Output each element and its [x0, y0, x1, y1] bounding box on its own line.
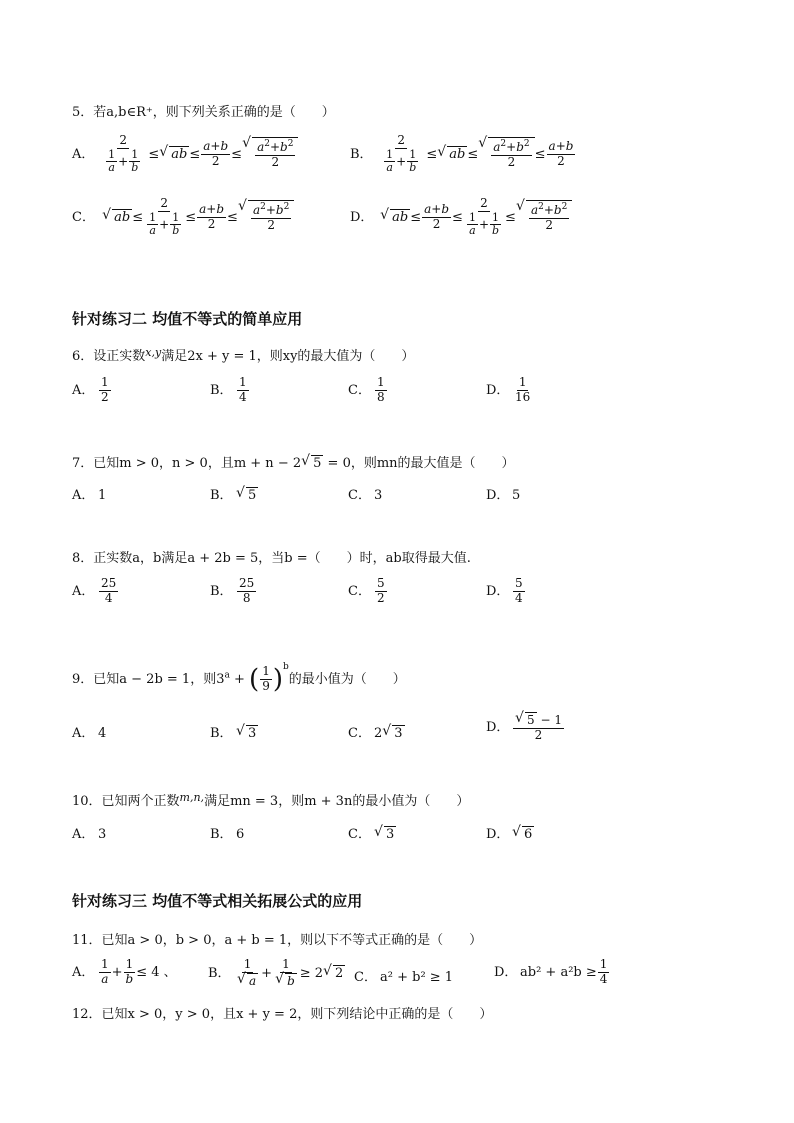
q11-option-d[interactable]: D． ab² + a²b ≥ $\frac{1}{4}$ [494, 957, 608, 986]
q11-option-b[interactable]: B． 1 √ a + 1 √ b ≥ 2√ 2 [208, 958, 345, 989]
q10-option-c[interactable]: C．√ 3 [348, 823, 396, 843]
q5-option-a[interactable]: A． 2 $\frac{1}{a}$ + $\frac{1}{b}$ ≤√ ab ≤ $\frac{a+b}{2}$ ≤ √ $\frac{a^2+b^2}{2}$ [72, 134, 298, 175]
question-10-stem: 10．已知两个正数$^{m,n,}$满足mn = 3，则m + 3n的最小值为（ ） [72, 791, 470, 809]
q6-option-b[interactable]: B． $\frac{1}{4}$ [210, 375, 247, 404]
q11-option-c[interactable]: C． a² + b² ≥ 1 [354, 970, 454, 985]
q6-option-d[interactable]: D． $\frac{1}{16}$ [486, 375, 531, 404]
section-3-title: 针对练习三 均值不等式相关拓展公式的应用 [72, 892, 363, 910]
q7-option-a[interactable]: A． 1 [72, 488, 107, 503]
q9-option-b[interactable]: B．√ 3 [210, 722, 258, 742]
q6-option-a[interactable]: A． $\frac{1}{2}$ [72, 375, 109, 404]
q7-option-b[interactable]: B．√ 5 [210, 484, 258, 504]
q5-option-c[interactable]: C． √ ab ≤ 2 $\frac{1}{a}$ + $\frac{1}{b}$ ≤ $\frac{a+b}{2}$ ≤ √ $\frac{a^2+b^2}{2}$ [72, 197, 294, 238]
section-2-title: 针对练习二 均值不等式的简单应用 [72, 310, 303, 328]
q9-option-c[interactable]: C． 2√ 3 [348, 722, 405, 742]
q8-option-c[interactable]: C． $\frac{5}{2}$ [348, 576, 385, 605]
q9-option-a[interactable]: A． 4 [72, 726, 107, 741]
q8-option-a[interactable]: A． $\frac{25}{4}$ [72, 576, 117, 605]
q8-option-b[interactable]: B． $\frac{25}{8}$ [210, 576, 255, 605]
q10-option-b[interactable]: B． 6 [210, 827, 245, 842]
question-7-stem: 7．已知m > 0，n > 0，且m + n − 2√ 5 = 0，则mn的最大值是（ ） [72, 452, 515, 472]
frac: 2 $\frac{1}{a}$ + $\frac{1}{b}$ [108, 133, 139, 175]
q7-option-c[interactable]: C． 3 [348, 488, 383, 503]
question-6-stem: 6．设正实数$^{x,y}$满足2x + y = 1，则xy的最大值为（ ） [72, 346, 415, 364]
question-8-stem: 8．正实数a，b满足a + 2b = 5，当b =（ ）时，ab取得最大值. [72, 551, 471, 566]
q10-option-d[interactable]: D．√ 6 [486, 823, 534, 843]
q5-option-b[interactable]: B． 2 $\frac{1}{a}$ + $\frac{1}{b}$ ≤√ ab ≤ √ $\frac{a^2+b^2}{2}$ ≤ $\frac{a+b}{2}$ [350, 134, 576, 175]
q8-option-d[interactable]: D． $\frac{5}{4}$ [486, 576, 523, 605]
q9-option-d[interactable]: D． √ $\frac{5 - 1}{2}$ [486, 712, 565, 743]
q11-option-a[interactable]: A． $\frac{1}{a}$ + $\frac{1}{b}$ ≤ 4 、 [72, 957, 177, 986]
question-11-stem: 11．已知a > 0，b > 0，a + b = 1，则以下不等式正确的是（ ） [72, 933, 483, 948]
question-5-stem: 5．若a,b∈R⁺，则下列关系正确的是（ ） [72, 105, 335, 120]
question-12-stem: 12．已知x > 0，y > 0，且x + y = 2，则下列结论中正确的是（ ） [72, 1007, 493, 1022]
q6-option-c[interactable]: C． $\frac{1}{8}$ [348, 375, 385, 404]
q5-option-d[interactable]: D． √ ab ≤ $\frac{a+b}{2}$ ≤ 2 $\frac{1}{a}$ + $\frac{1}{b}$ ≤ √ $\frac{a^2+b^2}{2}$ [350, 197, 572, 238]
q10-option-a[interactable]: A． 3 [72, 827, 107, 842]
question-9-stem: 9．已知a − 2b = 1，则$3^a$ + ( $\frac{1}{9}$ )$^b$的最小值为（ ） [72, 662, 406, 695]
q7-option-d[interactable]: D． 5 [486, 488, 521, 503]
